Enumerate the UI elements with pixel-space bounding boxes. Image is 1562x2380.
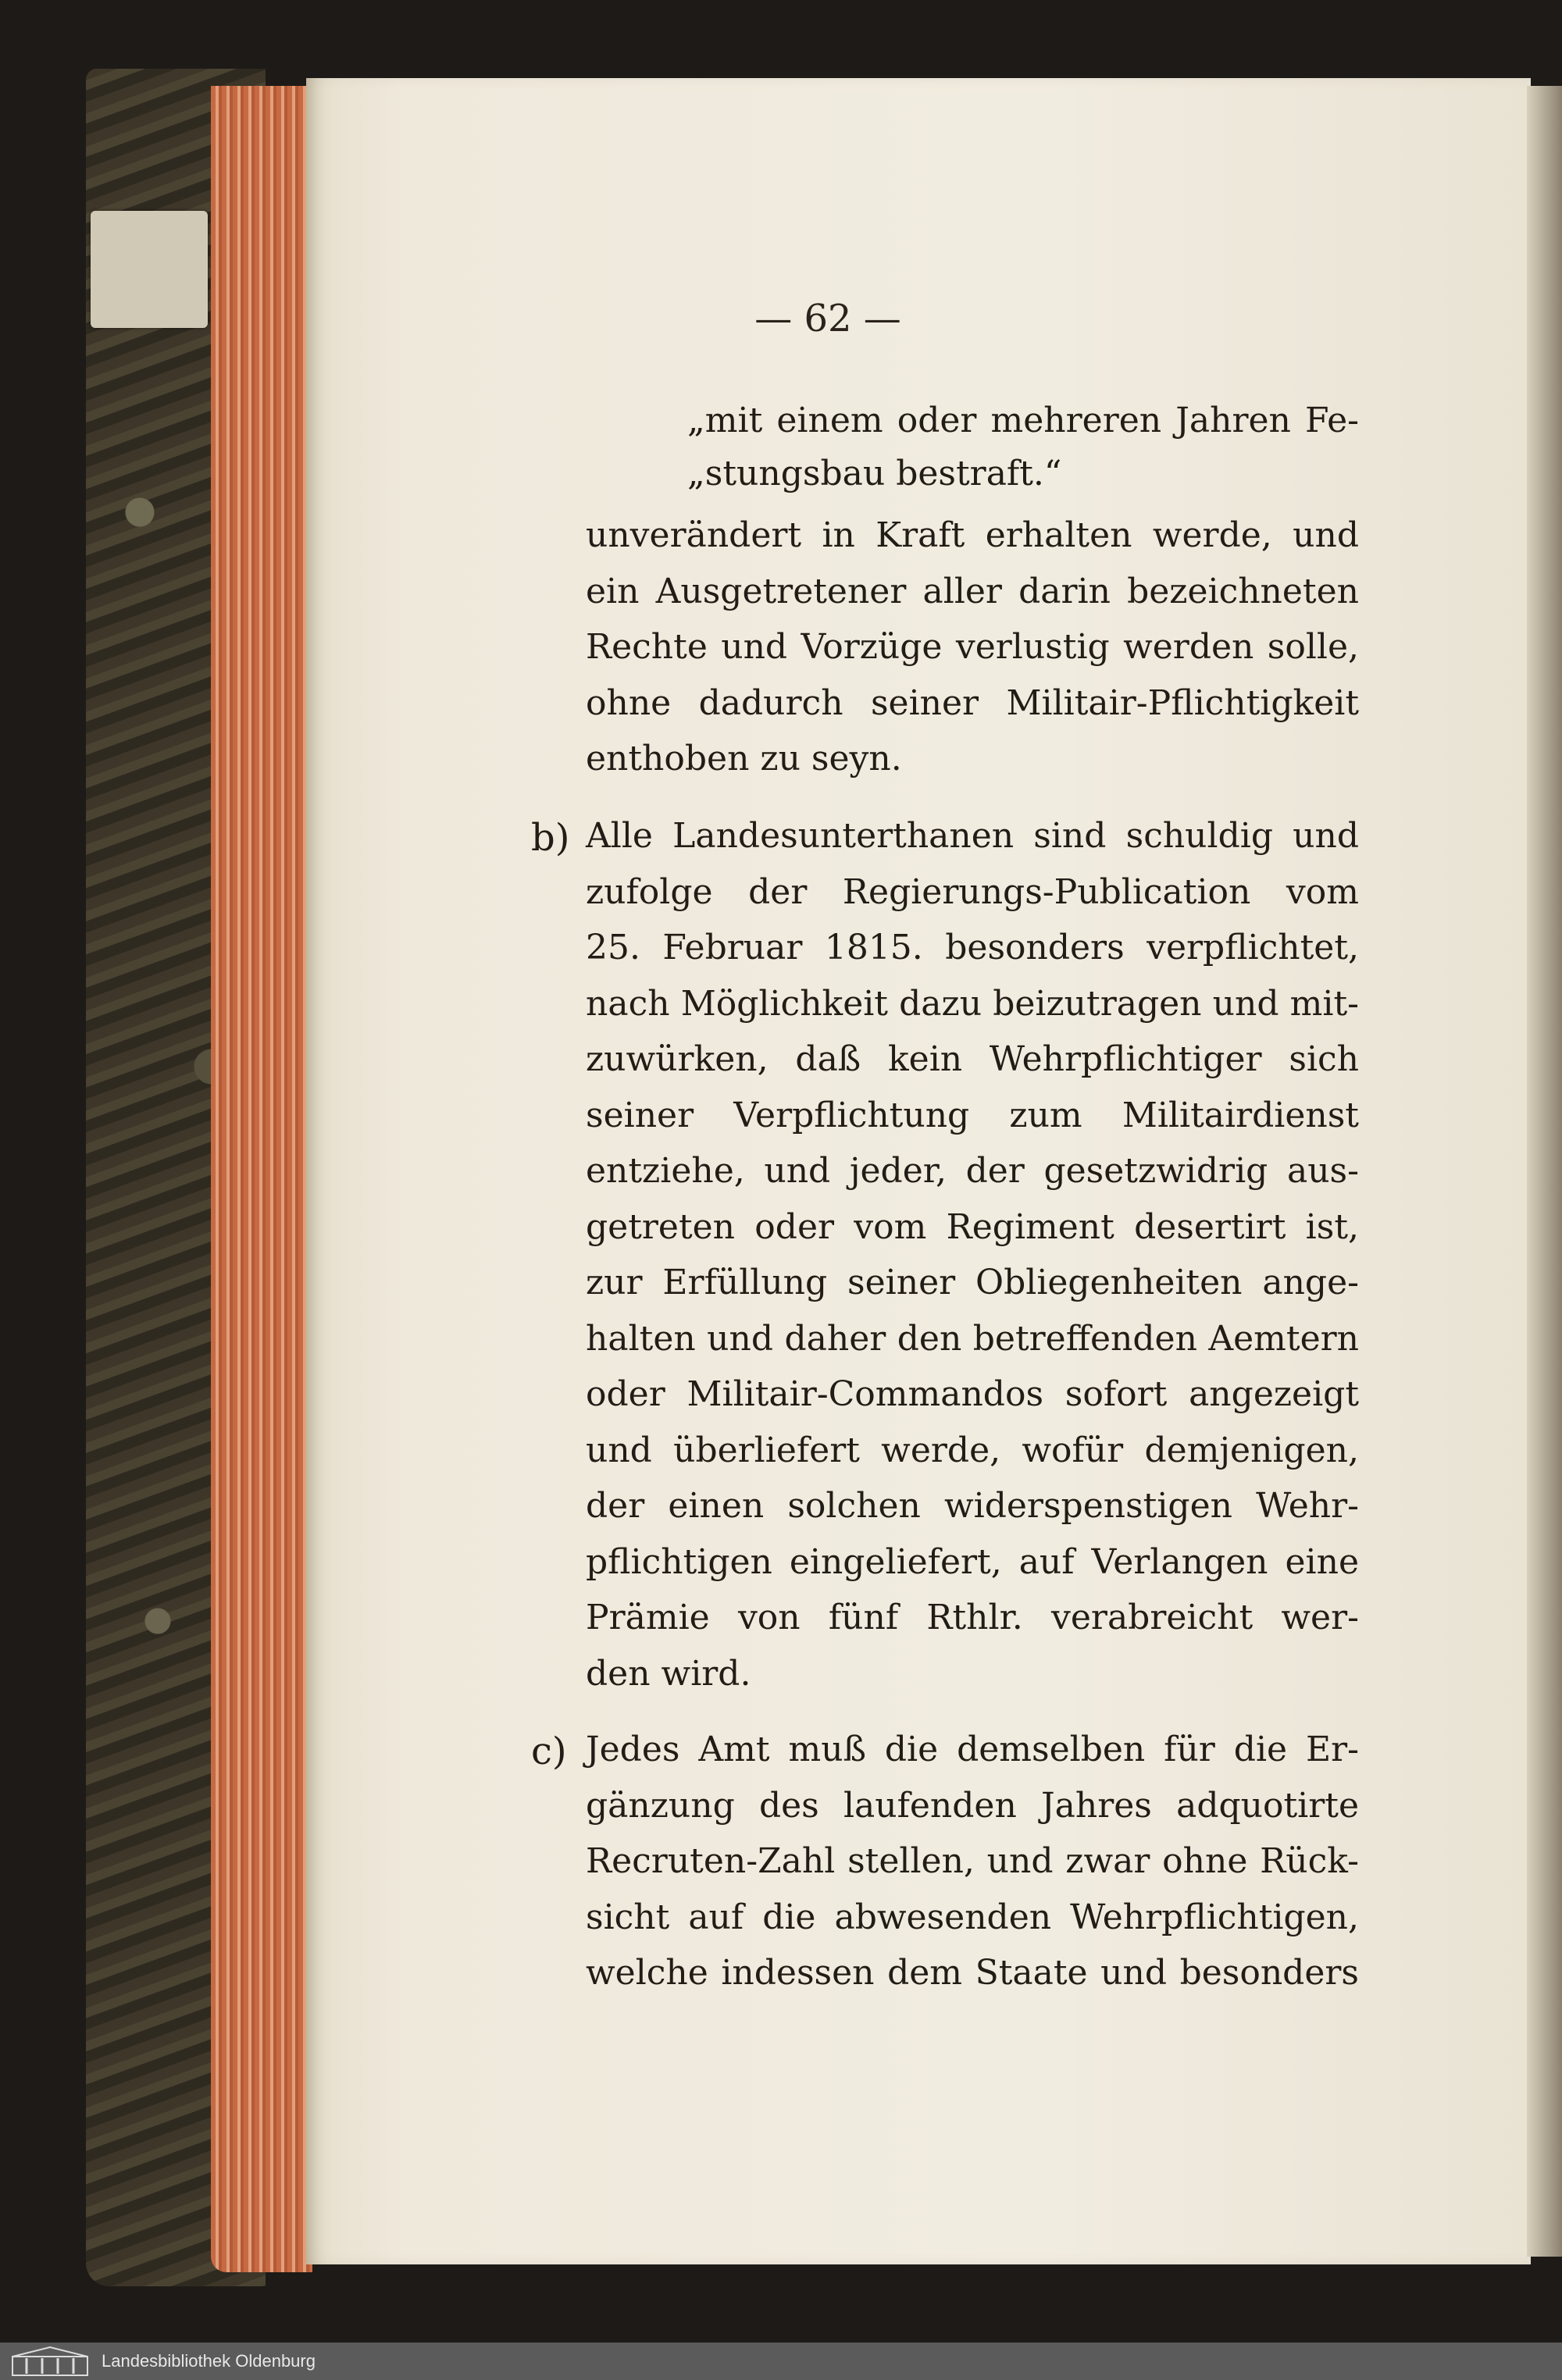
- paragraph-c: [586, 1722, 1359, 2001]
- text-line: seiner Verpflichtung zum Militairdienst: [586, 1095, 1359, 1135]
- text-line: den wird.: [586, 1653, 751, 1694]
- text-line: oder Militair-Commandos sofort angezeigt: [586, 1374, 1359, 1414]
- text-line: unverändert in Kraft erhalten werde, und: [586, 515, 1359, 555]
- text-line: und überliefert werde, wofür demjenigen,: [586, 1430, 1359, 1470]
- text-line: 25. Februar 1815. besonders verpflichtet,: [586, 928, 1359, 967]
- quote-block: [687, 394, 1359, 501]
- text-line: ein Ausgetretener aller darin bezeichneten: [586, 571, 1359, 611]
- text-line: ohne dadurch seiner Militair-Pflichtigkeit: [586, 682, 1359, 723]
- text-line: Recruten-Zahl stellen, und zwar ohne Rück-: [586, 1841, 1359, 1881]
- text-line: Jedes Amt muß die demselben für die Er-: [586, 1730, 1359, 1769]
- text-line: getreten oder vom Regiment desertirt ist,: [586, 1206, 1359, 1247]
- text-line: der einen solchen widerspenstigen Wehr-: [586, 1486, 1359, 1526]
- paragraph-b: [586, 808, 1359, 1701]
- book-tab: [91, 211, 208, 328]
- text-line: gänzung des laufenden Jahres adquotirte: [586, 1785, 1359, 1826]
- text-line: entziehe, und jeder, der gesetzwidrig aus-: [586, 1151, 1359, 1191]
- library-building-icon: [11, 2346, 89, 2377]
- page-gutter: [1527, 86, 1562, 2257]
- text-line: pflichtigen eingeliefert, auf Verlangen eine: [586, 1541, 1359, 1582]
- page-edges: [211, 86, 312, 2272]
- paragraph-a: [586, 508, 1359, 787]
- text-line: Prämie von fünf Rthlr. verabreicht wer-: [586, 1598, 1359, 1637]
- text-line: Alle Landesunterthanen sind schuldig und: [586, 816, 1359, 856]
- library-name: Landesbibliothek Oldenburg: [102, 2351, 316, 2371]
- text-line: halten und daher den betreffenden Aemtern: [586, 1318, 1359, 1359]
- text-line: zufolge der Regierungs-Publication vom: [586, 871, 1359, 912]
- text-line: nach Möglichkeit dazu beizutragen und mit-: [586, 983, 1359, 1024]
- quote-line: „mit einem oder mehreren Jahren Fe-: [687, 401, 1359, 440]
- footer-bar: [0, 2343, 1562, 2380]
- text-line: welche indessen dem Staate und besonders: [586, 1953, 1359, 1993]
- text-line: Rechte und Vorzüge verlustig werden solle,: [586, 627, 1359, 667]
- text-line: zur Erfüllung seiner Obliegenheiten ange-: [586, 1263, 1359, 1302]
- text-line: zuwürken, daß kein Wehrpflichtiger sich: [586, 1039, 1359, 1079]
- text-line: enthoben zu seyn.: [586, 739, 902, 778]
- quote-line: „stungsbau bestraft.“: [687, 454, 1062, 493]
- paragraph-c-marker: c): [531, 1730, 567, 1773]
- text-line: sicht auf die abwesenden Wehrpflichtigen,: [586, 1897, 1359, 1937]
- page-number: — 62 —: [754, 297, 901, 340]
- paragraph-b-marker: b): [531, 816, 570, 860]
